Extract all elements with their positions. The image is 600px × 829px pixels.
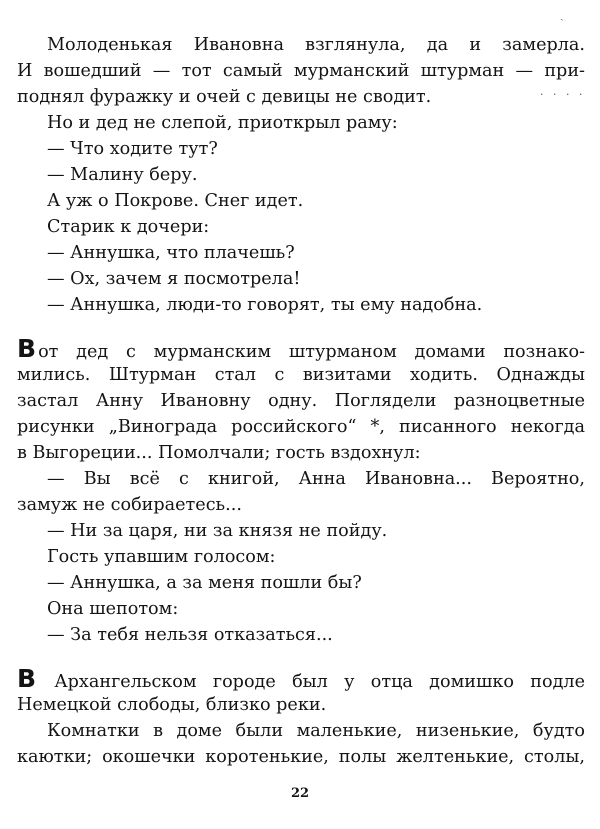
page-number: 22 [290,786,310,801]
text-line: поднял фуражку и очей с девицы не сводит. [17,87,432,107]
text-line: Старик к дочери: [47,217,210,237]
text-line [17,666,585,695]
text-line [17,336,585,365]
scan-speck: ˏ [560,8,564,21]
text-line: Молоденькая Ивановна взглянула, да и замерла. [47,35,585,55]
text-line: — Аннушка, что плачешь? [47,243,295,263]
text-line: замуж не собираетесь... [17,495,242,515]
text-line: в Выгореции... Помолчали; гость вздохнул: [17,443,421,463]
text-line-rest: Архангельском городе был у отца домишко подле [38,672,585,692]
drop-cap: В [17,334,37,363]
text-line: застал Анну Ивановну одну. Поглядели разноцветные [17,391,585,411]
text-line: — Что ходите тут? [47,139,218,159]
text-line: — За тебя нельзя отказаться... [47,625,333,645]
text-line: Комнатки в доме были маленькие, низенькие, будто [47,721,585,741]
text-line: Но и дед не слепой, приоткрыл раму: [47,113,398,133]
text-line: каютки; окошечки коротенькие, полы желтенькие, столы, [17,747,585,767]
text-line: Гость упавшим голосом: [47,547,276,567]
text-line: — Аннушка, а за меня пошли бы? [47,573,362,593]
text-line-rest: от дед с мурманским штурманом домами познако- [38,342,585,362]
text-line: — Ни за царя, ни за князя не пойду. [47,521,388,541]
scan-speck: · · · · [540,88,586,101]
text-line: Немецкой слободы, близко реки. [17,695,327,715]
text-line: Она шепотом: [47,599,179,619]
text-line: И вошедший — тот самый мурманский штурман — при- [17,61,585,81]
text-line: А уж о Покрове. Снег идет. [47,191,304,211]
text-line: — Вы всё с книгой, Анна Ивановна... Вероятно, [47,469,585,489]
text-line: мились. Штурман стал с визитами ходить. Однажды [17,365,585,385]
drop-cap: В [17,664,37,693]
text-line: — Ох, зачем я посмотрела! [47,269,301,289]
text-line: рисунки „Винограда российского“ *, писанного некогда [17,417,585,437]
text-line: — Малину беру. [47,165,198,185]
text-line: — Аннушка, люди-то говорят, ты ему надобна. [47,295,483,315]
